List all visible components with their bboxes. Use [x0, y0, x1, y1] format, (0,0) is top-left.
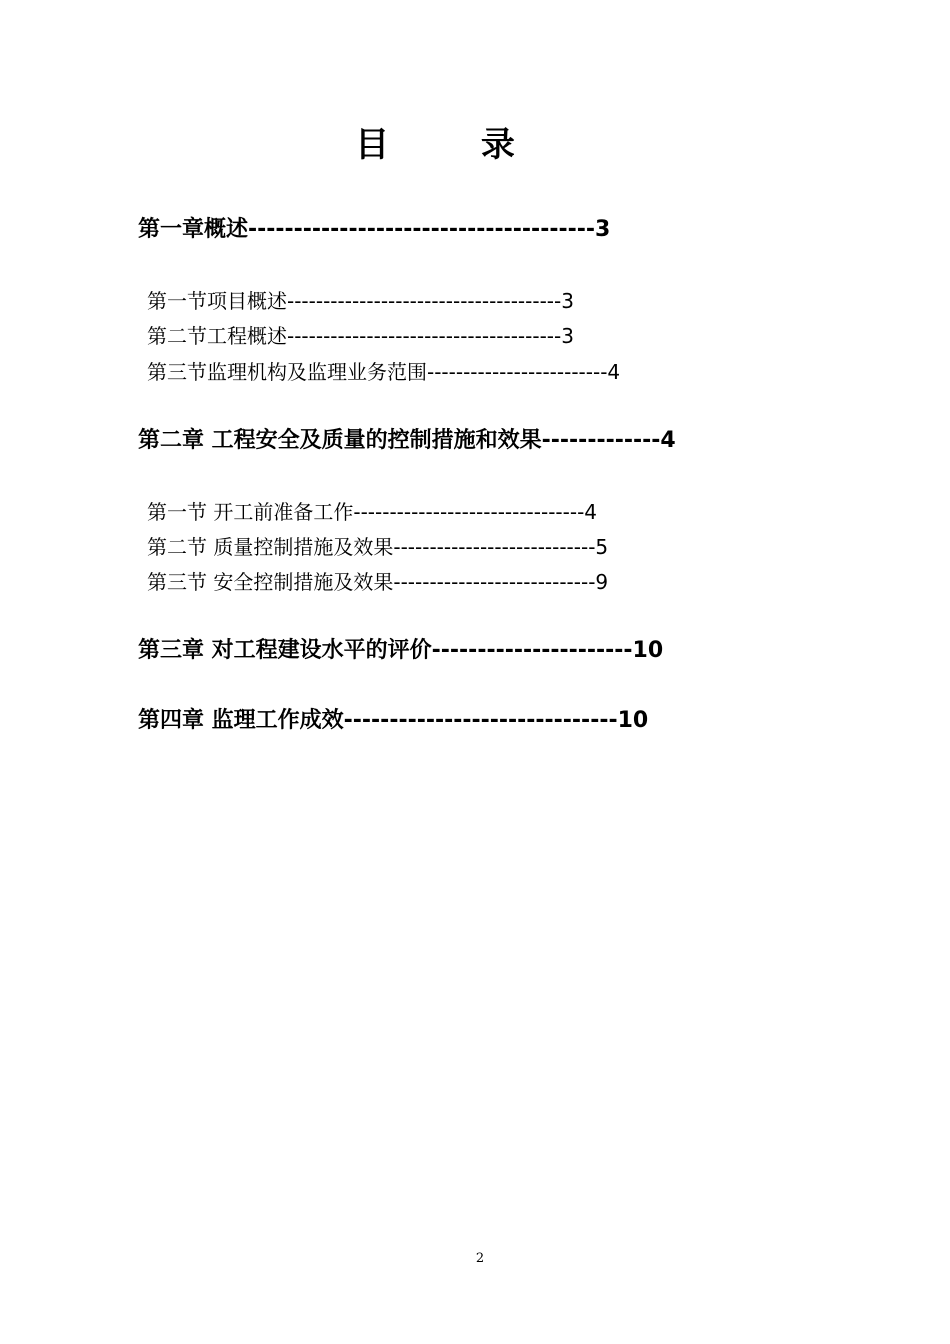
- toc-chapter-2-section-3[interactable]: 第三节 安全控制措施及效果----------------------------9: [147, 570, 609, 594]
- toc-chapter-3[interactable]: 第三章 对工程建设水平的评价----------------------10: [138, 638, 664, 663]
- toc-chapter-1-section-2[interactable]: 第二节工程概述--------------------------------------3: [147, 324, 574, 348]
- toc-chapter-1[interactable]: 第一章概述--------------------------------------3: [138, 217, 611, 242]
- toc-chapter-2[interactable]: 第二章 工程安全及质量的控制措施和效果-------------4: [138, 428, 676, 453]
- page-title: 目 录: [355, 125, 555, 165]
- toc-chapter-1-section-3[interactable]: 第三节监理机构及监理业务范围-------------------------4: [147, 360, 621, 384]
- toc-chapter-4[interactable]: 第四章 监理工作成效------------------------------10: [138, 708, 649, 733]
- toc-chapter-2-section-1[interactable]: 第一节 开工前准备工作--------------------------------4: [147, 500, 598, 524]
- page-number: 2: [475, 1251, 485, 1266]
- toc-chapter-2-section-2[interactable]: 第二节 质量控制措施及效果----------------------------5: [147, 535, 609, 559]
- toc-chapter-1-section-1[interactable]: 第一节项目概述--------------------------------------3: [147, 289, 574, 313]
